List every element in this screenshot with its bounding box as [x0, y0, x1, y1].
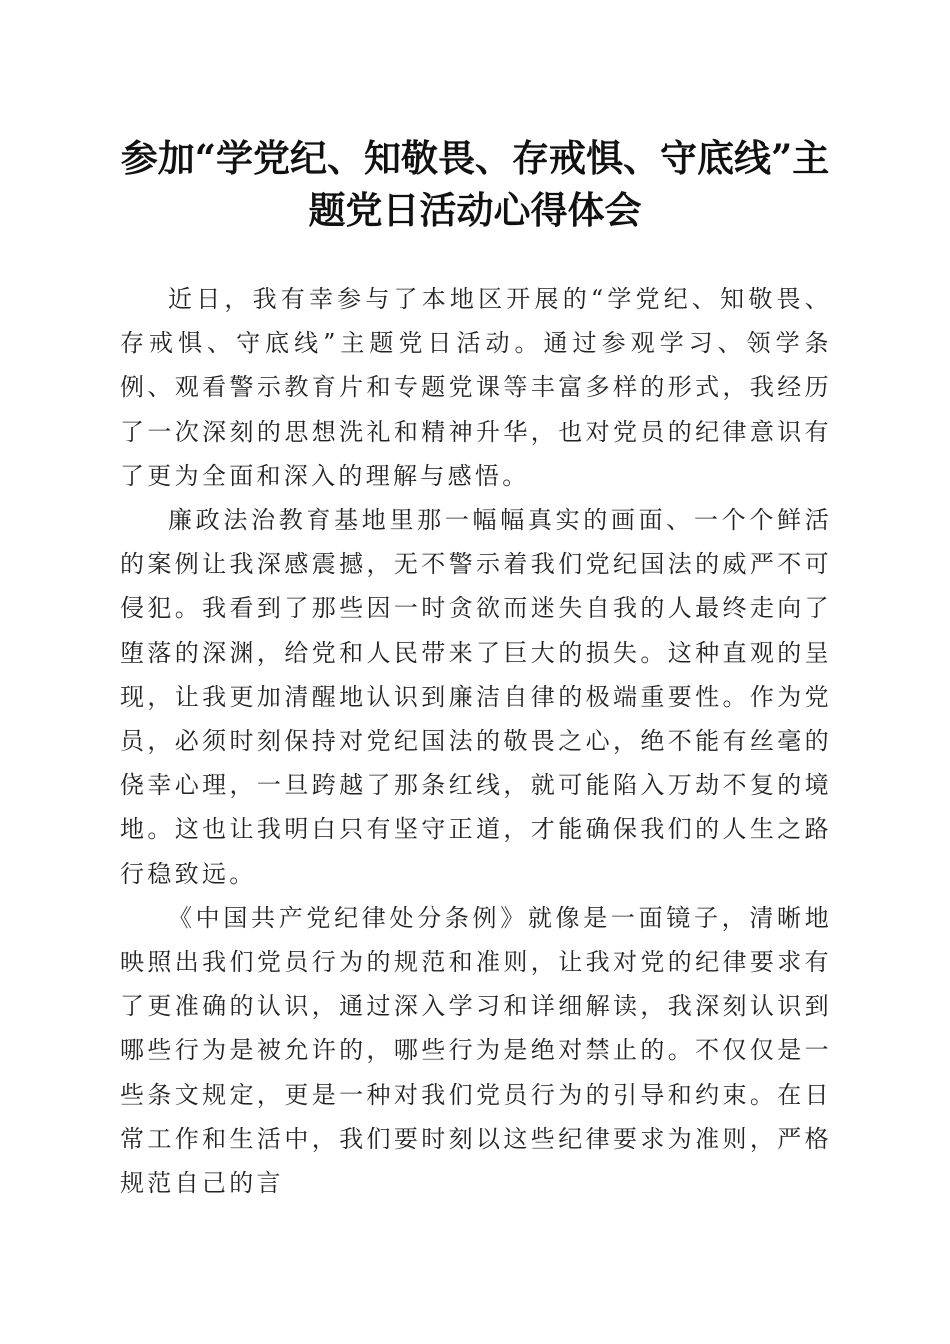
document-title [100, 132, 850, 236]
body-paragraph-1: 近日，我有幸参与了本地区开展的“学党纪、知敬畏、存戒惧、守底线”主题党日活动。通过参观学习、领学条例、观看警示教育片和专题党课等丰富多样的形式，我经历了一次深刻的思想洗礼和精神升华，也对党员的纪律意识有了更为全面和深入的理解与感悟。 [120, 285, 832, 490]
body-paragraph-3: 《中国共产党纪律处分条例》就像是一面镜子，清晰地映照出我们党员行为的规范和准则，让我对党的纪律要求有了更准确的认识，通过深入学习和详细解读，我深刻认识到哪些行为是被允许的，哪些行为是绝对禁止的。不仅仅是一些条文规定，更是一种对我们党员行为的引导和约束。在日常工作和生活中，我们要时刻以这些纪律要求为准则，严格规范自己的言 [120, 903, 832, 1198]
document-title-line-1: 参加“学党纪、知敬畏、存戒惧、守底线”主 [120, 136, 830, 180]
document-body [120, 277, 832, 1205]
document-title-line-2: 题党日活动心得体会 [308, 188, 642, 232]
body-paragraph-2: 廉政法治教育基地里那一幅幅真实的画面、一个个鲜活的案例让我深感震撼，无不警示着我们党纪国法的威严不可侵犯。我看到了那些因一时贪欲而迷失自我的人最终走向了堕落的深渊，给党和人民带来了巨大的损失。这种直观的呈现，让我更加清醒地认识到廉洁自律的极端重要性。作为党员，必须时刻保持对党纪国法的敬畏之心，绝不能有丝毫的侥幸心理，一旦跨越了那条红线，就可能陷入万劫不复的境地。这也让我明白只有坚守正道，才能确保我们的人生之路行稳致远。 [120, 506, 832, 888]
